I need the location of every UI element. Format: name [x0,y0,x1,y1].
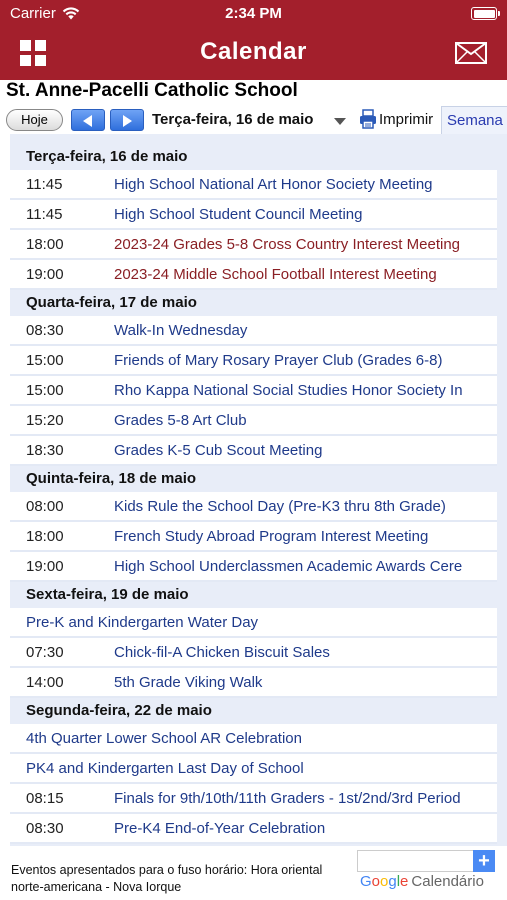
event-title: Finals for 9th/10th/11th Graders - 1st/2nd/3rd Period [114,790,461,807]
event-title-allday: Pre-K and Kindergarten Water Day [26,614,259,631]
event-row[interactable] [10,522,497,552]
event-title: Walk-In Wednesday [114,322,248,339]
event-title: French Study Abroad Program Interest Meeting [114,528,429,545]
day-header: Quarta-feira, 17 de maio [26,294,197,311]
nav-title: Calendar [200,38,307,65]
event-title: 2023-24 Middle School Football Interest Meeting [114,266,437,283]
event-row[interactable] [10,608,497,638]
event-title: Friends of Mary Rosary Prayer Club (Grades 6-8) [114,352,443,369]
day-header: Segunda-feira, 22 de maio [26,702,212,719]
print-label: Imprimir [379,110,434,128]
event-row[interactable] [10,376,497,406]
next-button[interactable] [110,109,144,131]
event-row[interactable] [10,260,497,290]
google-letter: l [396,873,401,890]
event-title: Chick-fil-A Chicken Biscuit Sales [114,644,330,661]
event-time: 08:00 [26,498,64,515]
event-row[interactable] [10,724,497,754]
event-row[interactable] [10,436,497,466]
google-letter: o [380,873,389,890]
google-letter: g [388,873,397,890]
school-title: St. Anne-Pacelli Catholic School [6,80,298,101]
event-time: 18:00 [26,528,64,545]
google-letter: G [360,873,372,890]
event-title: 5th Grade Viking Walk [114,674,263,691]
chevron-down-icon[interactable] [334,118,346,125]
nav-bar [0,28,507,80]
agenda-list[interactable] [10,134,507,846]
event-time: 18:00 [26,236,64,253]
event-row[interactable] [10,638,497,668]
printer-icon [359,109,377,129]
event-title: Pre-K4 End-of-Year Celebration [114,820,326,837]
mail-icon[interactable] [455,42,487,64]
event-time: 11:45 [26,206,63,223]
event-row[interactable] [10,492,497,522]
event-time: 15:20 [26,412,64,429]
event-time: 07:30 [26,644,64,661]
google-letter: o [371,873,381,890]
event-row[interactable] [10,346,497,376]
event-row[interactable] [10,230,497,260]
event-row[interactable] [10,552,497,582]
event-row[interactable] [10,406,497,436]
google-calendar-logo[interactable] [360,873,484,890]
event-row[interactable] [10,668,497,698]
event-time: 08:30 [26,322,64,339]
event-time: 15:00 [26,352,64,369]
google-letter: e [400,873,409,890]
event-title: Grades 5-8 Art Club [114,412,247,429]
event-title: Grades K-5 Cub Scout Meeting [114,442,323,459]
arrow-right-icon [122,115,132,127]
today-button[interactable]: Hoje [6,109,63,131]
event-time: 08:15 [26,790,64,807]
event-title-allday: PK4 and Kindergarten Last Day of School [26,760,304,777]
carrier-label: Carrier [10,5,56,22]
footer [0,846,507,900]
current-date-label: Terça-feira, 16 de maio [152,111,314,128]
event-row[interactable] [10,316,497,346]
event-time: 19:00 [26,266,64,283]
tab-week[interactable]: Semana [441,106,507,138]
previous-button[interactable] [71,109,105,131]
event-time: 15:00 [26,382,64,399]
calendar-word: Calendário [411,873,484,890]
event-title: 2023-24 Grades 5-8 Cross Country Interest Meeting [114,236,461,253]
event-row[interactable] [10,784,497,814]
event-row[interactable] [10,814,497,844]
event-title: Kids Rule the School Day (Pre-K3 thru 8th Grade) [114,498,446,515]
calendar-toolbar [0,106,507,134]
event-title-allday: 4th Quarter Lower School AR Celebration [26,730,302,747]
print-button[interactable] [359,109,433,129]
event-time: 08:30 [26,820,64,837]
timezone-note: Eventos apresentados para o fuso horário: Hora oriental norte-americana - Nova Iorque [11,863,323,894]
status-bar [0,0,507,28]
battery-icon [471,7,497,20]
event-row[interactable] [10,200,497,230]
event-title: Rho Kappa National Social Studies Honor Society In [114,382,463,399]
day-header: Terça-feira, 16 de maio [26,148,188,165]
event-row[interactable] [10,170,497,200]
status-time: 2:34 PM [225,5,282,22]
event-time: 14:00 [26,674,64,691]
event-time: 19:00 [26,558,64,575]
event-title: High School Student Council Meeting [114,206,363,223]
add-to-calendar-button[interactable]: + [473,850,495,872]
day-header: Sexta-feira, 19 de maio [26,586,189,603]
event-title: High School Underclassmen Academic Awards Cere [114,558,463,575]
event-row[interactable] [10,754,497,784]
day-header: Quinta-feira, 18 de maio [26,470,197,487]
event-time: 11:45 [26,176,63,193]
event-title: High School National Art Honor Society Meeting [114,176,433,193]
event-time: 18:30 [26,442,64,459]
arrow-left-icon [83,115,93,127]
